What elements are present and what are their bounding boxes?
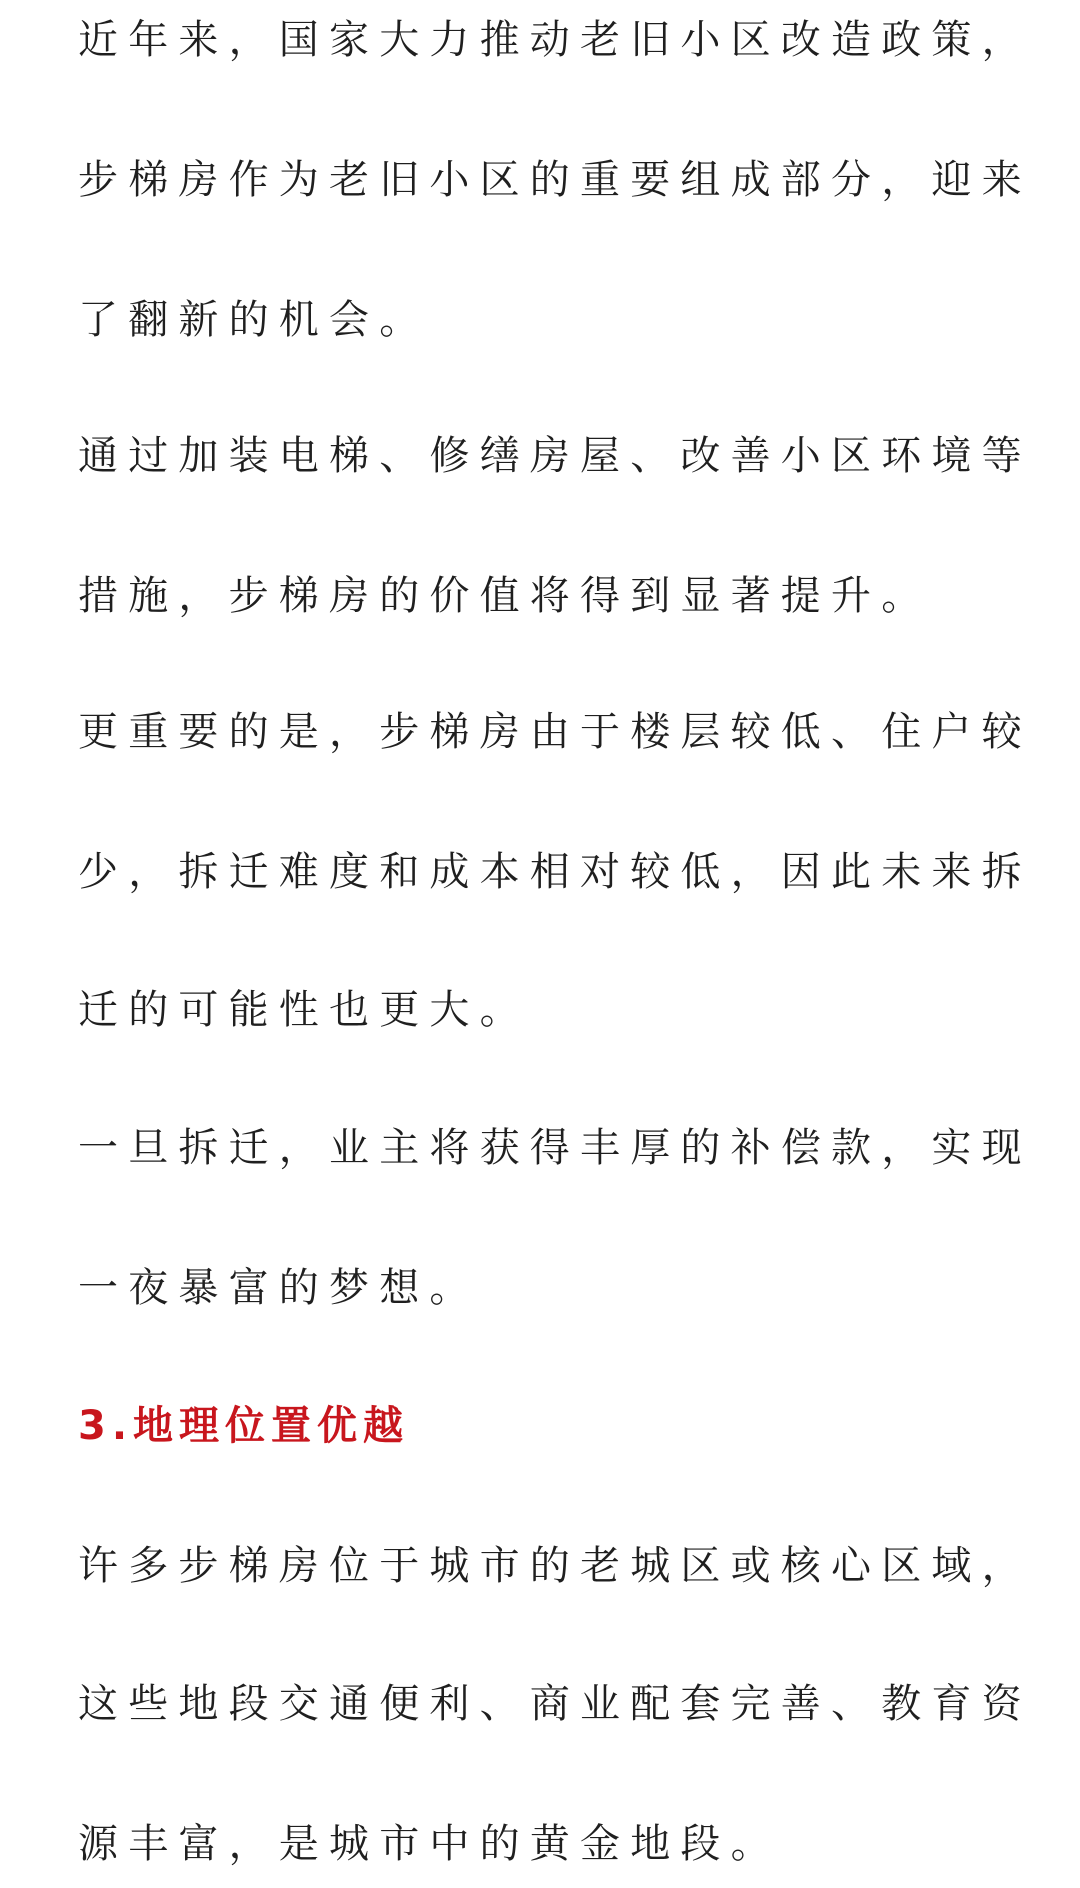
paragraph-line: 一夜暴富的梦想。	[78, 1265, 480, 1311]
paragraph-line: 这些地段交通便利、商业配套完善、教育资	[78, 1681, 1032, 1727]
paragraph-line: 近年来，国家大力推动老旧小区改造政策，	[78, 17, 1032, 63]
paragraph-line: 少，拆迁难度和成本相对较低，因此未来拆	[78, 849, 1032, 895]
paragraph-line: 源丰富，是城市中的黄金地段。	[78, 1821, 781, 1867]
paragraph-line: 了翻新的机会。	[78, 297, 430, 343]
paragraph-line: 步梯房作为老旧小区的重要组成部分，迎来	[78, 157, 1032, 203]
paragraph-line: 一旦拆迁，业主将获得丰厚的补偿款，实现	[78, 1125, 1032, 1171]
paragraph-line: 措施，步梯房的价值将得到显著提升。	[78, 573, 932, 619]
paragraph-line: 更重要的是，步梯房由于楼层较低、住户较	[78, 709, 1032, 755]
paragraph-line: 许多步梯房位于城市的老城区或核心区域，	[78, 1543, 1032, 1589]
paragraph-line: 迁的可能性也更大。	[78, 987, 530, 1033]
paragraph-line: 通过加装电梯、修缮房屋、改善小区环境等	[78, 433, 1032, 479]
section-heading: 3.地理位置优越	[78, 1403, 410, 1449]
